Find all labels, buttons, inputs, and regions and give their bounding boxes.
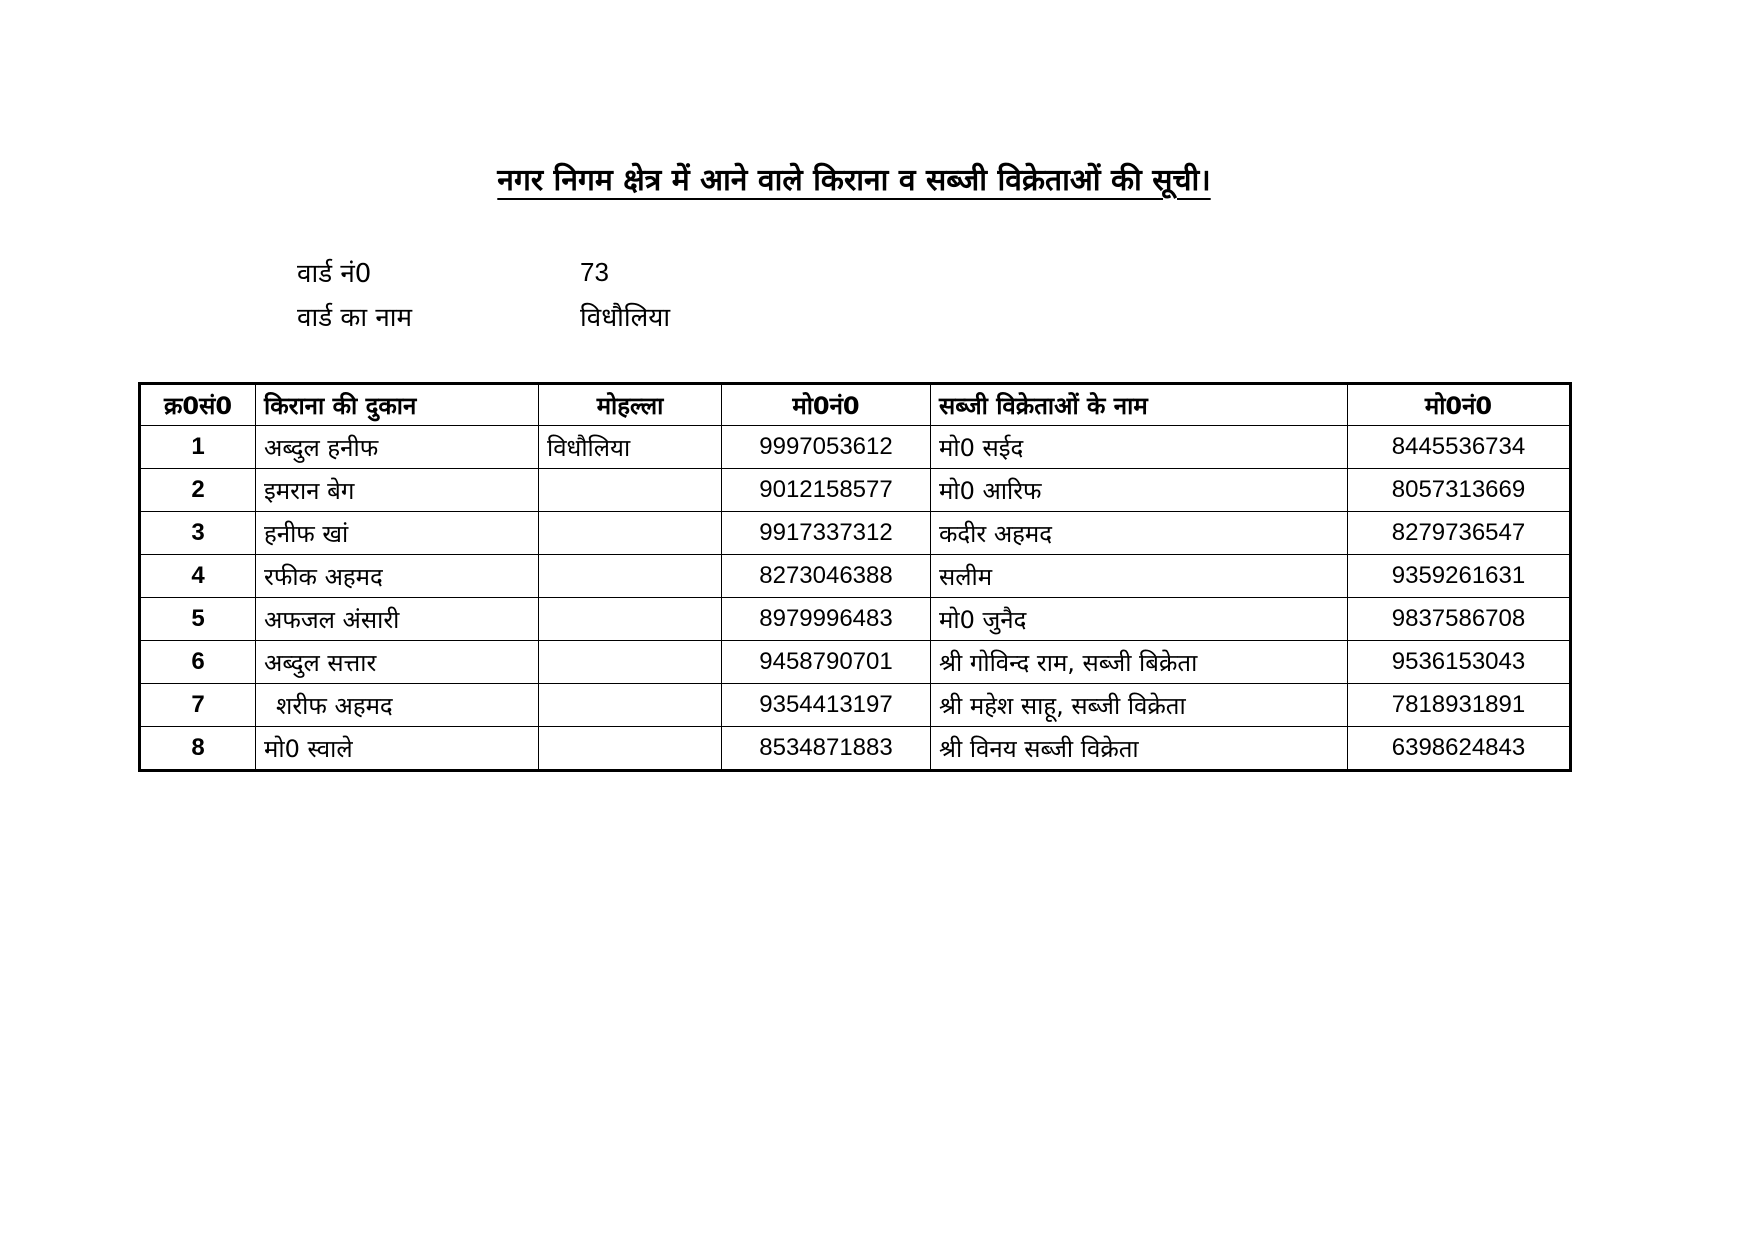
cell-vegetable-vendor: श्री विनय सब्जी विक्रेता [931,727,1348,771]
cell-serial: 8 [140,727,256,771]
cell-vegetable-vendor: कदीर अहमद [931,512,1348,555]
table-row [140,727,1571,771]
cell-mobile-2: 8057313669 [1348,469,1571,512]
cell-mobile-2: 9536153043 [1348,641,1571,684]
cell-serial: 2 [140,469,256,512]
table-row [140,684,1571,727]
ward-number-label: वार्ड नं0 [297,259,372,289]
cell-mobile-2: 9837586708 [1348,598,1571,641]
header-mobile-2: मो0नं0 [1348,384,1571,426]
cell-grocery-shop: अब्दुल सत्तार [256,641,539,684]
cell-mobile-2: 9359261631 [1348,555,1571,598]
cell-mobile-1: 9917337312 [722,512,931,555]
header-vegetable-vendor: सब्जी विक्रेताओं के नाम [931,384,1348,426]
page-title [0,158,1708,199]
ward-name-label: वार्ड का नाम [297,303,413,333]
cell-mobile-1: 8273046388 [722,555,931,598]
table-row [140,512,1571,555]
cell-mobile-2: 6398624843 [1348,727,1571,771]
cell-mobile-2: 7818931891 [1348,684,1571,727]
cell-mobile-2: 8279736547 [1348,512,1571,555]
header-mohalla: मोहल्ला [539,384,722,426]
ward-info [297,250,670,338]
cell-mohalla [539,555,722,598]
cell-serial: 5 [140,598,256,641]
cell-mobile-1: 8979996483 [722,598,931,641]
page-title-text: नगर निगम क्षेत्र में आने वाले किराना व सब्जी विक्रेताओं की सूची। [497,163,1211,198]
cell-grocery-shop: अफजल अंसारी [256,598,539,641]
header-grocery-shop: किराना की दुकान [256,384,539,426]
table-row [140,598,1571,641]
cell-serial: 4 [140,555,256,598]
cell-vegetable-vendor: श्री महेश साहू, सब्जी विक्रेता [931,684,1348,727]
cell-mobile-1: 9354413197 [722,684,931,727]
table-row [140,555,1571,598]
cell-serial: 6 [140,641,256,684]
cell-mohalla [539,598,722,641]
cell-serial: 1 [140,426,256,469]
cell-mobile-1: 9997053612 [722,426,931,469]
cell-mohalla [539,641,722,684]
ward-number-row [297,250,670,294]
cell-grocery-shop: इमरान बेग [256,469,539,512]
cell-grocery-shop: रफीक अहमद [256,555,539,598]
cell-grocery-shop: हनीफ खां [256,512,539,555]
cell-mohalla: विधौलिया [539,426,722,469]
cell-mohalla [539,727,722,771]
header-row [140,384,1571,426]
ward-name-row [297,294,670,338]
cell-grocery-shop: अब्दुल हनीफ [256,426,539,469]
cell-vegetable-vendor: सलीम [931,555,1348,598]
cell-mohalla [539,684,722,727]
cell-mobile-1: 9458790701 [722,641,931,684]
table-row [140,469,1571,512]
header-mobile-1: मो0नं0 [722,384,931,426]
cell-vegetable-vendor: श्री गोविन्द राम, सब्जी बिक्रेता [931,641,1348,684]
cell-grocery-shop: शरीफ अहमद [256,684,539,727]
cell-serial: 3 [140,512,256,555]
ward-name-value: विधौलिया [580,303,671,333]
cell-grocery-shop: मो0 स्वाले [256,727,539,771]
vendor-table [138,382,1572,772]
table-row [140,641,1571,684]
cell-vegetable-vendor: मो0 सईद [931,426,1348,469]
header-serial: क्र0सं0 [140,384,256,426]
cell-mobile-2: 8445536734 [1348,426,1571,469]
cell-vegetable-vendor: मो0 जुनैद [931,598,1348,641]
table-row [140,426,1571,469]
cell-mobile-1: 9012158577 [722,469,931,512]
cell-vegetable-vendor: मो0 आरिफ [931,469,1348,512]
cell-mobile-1: 8534871883 [722,727,931,771]
ward-number-value: 73 [580,256,609,287]
cell-mohalla [539,512,722,555]
cell-mohalla [539,469,722,512]
cell-serial: 7 [140,684,256,727]
vendor-table-header [140,384,1571,426]
vendor-table-body [140,426,1571,771]
